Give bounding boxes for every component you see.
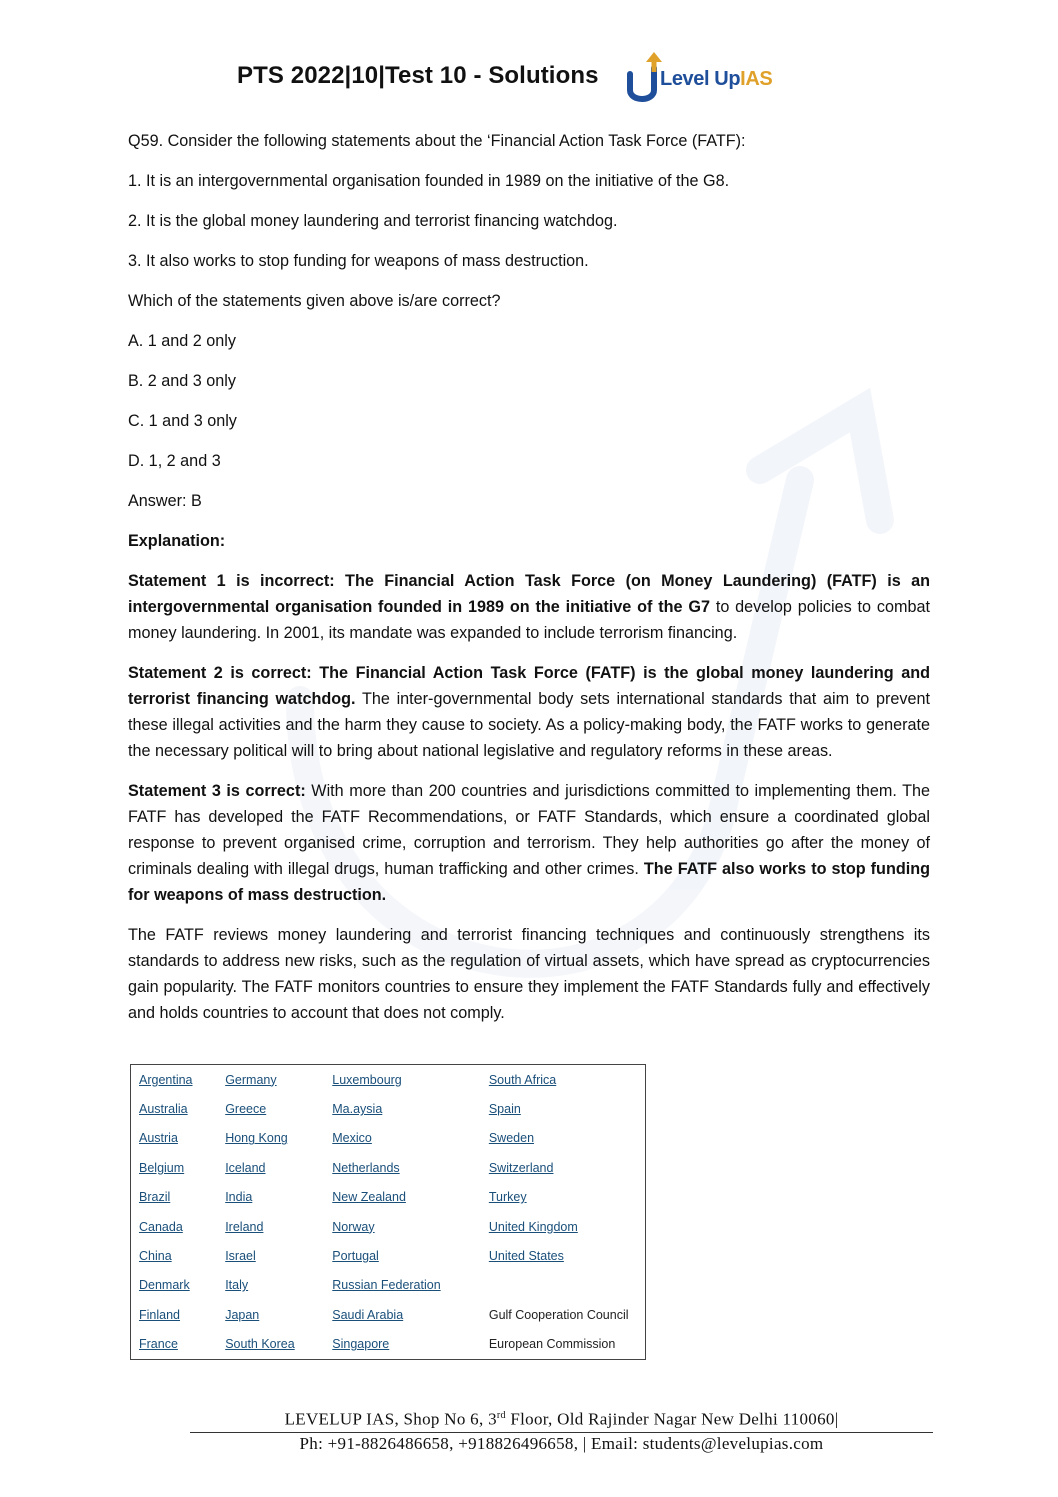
explanation-paragraph-4: The FATF reviews money laundering and terrorist financing techniques and continuously strengthens its standards to address new risks, such as the regulation of virtual assets, which have spread as cryptocurrencies gain popularity. The FATF monitors countries to ensure they implement the FATF Standards fully and effectively and holds countries to account that does not comply. bbox=[128, 926, 930, 1022]
option-b: B. 2 and 3 only bbox=[128, 372, 236, 390]
table-cell bbox=[131, 1212, 218, 1241]
table-cell bbox=[481, 1065, 646, 1095]
table-row bbox=[131, 1241, 646, 1270]
document-body bbox=[128, 128, 930, 1040]
table-cell bbox=[131, 1183, 218, 1212]
logo-text-accent: IAS bbox=[740, 68, 773, 90]
table-cell bbox=[217, 1153, 324, 1182]
table-cell bbox=[217, 1183, 324, 1212]
table-row bbox=[131, 1330, 646, 1360]
explanation-paragraph-2: Statement 2 is correct: The Financial Action Task Force (FATF) is the global money laundering and terrorist financing watchdog. The inter-governmental body sets international standards that aim to prevent these illegal activities and the harm they cause to society. As a policy-making body, the FATF works to generate the necessary political will to bring about national legislative and regulatory reforms in these areas. bbox=[128, 664, 931, 760]
member-link[interactable]: South Korea bbox=[225, 1337, 295, 1352]
member-link[interactable]: Netherlands bbox=[332, 1160, 400, 1175]
table-cell bbox=[481, 1212, 646, 1241]
member-link[interactable]: Argentina bbox=[139, 1072, 193, 1087]
member-link[interactable]: China bbox=[139, 1249, 172, 1264]
member-link[interactable]: Finland bbox=[139, 1307, 180, 1322]
member-link[interactable]: Singapore bbox=[332, 1337, 390, 1352]
table-cell bbox=[481, 1153, 646, 1182]
footer-contact: Ph: +91-8826486658, +918826496658, | Email: students@levelupias.com bbox=[299, 1433, 824, 1453]
table-row bbox=[131, 1300, 646, 1329]
table-cell bbox=[217, 1094, 324, 1123]
table-cell bbox=[324, 1065, 481, 1095]
member-link[interactable]: Norway bbox=[332, 1219, 375, 1234]
table-cell bbox=[481, 1124, 646, 1153]
levelup-ias-logo bbox=[624, 50, 794, 106]
table-cell bbox=[131, 1330, 218, 1360]
table-cell bbox=[131, 1153, 218, 1182]
logo-wordmark bbox=[660, 68, 772, 91]
member-link[interactable]: Australia bbox=[139, 1102, 188, 1117]
option-d: D. 1, 2 and 3 bbox=[128, 452, 221, 470]
fatf-members-table bbox=[130, 1064, 646, 1360]
explanation-paragraph-1: Statement 1 is incorrect: The Financial Action Task Force (on Money Laundering) (FATF) is an intergovernmental organisation founded in 1989 on the initiative of the G7 to develop policies to combat money laundering. In 2001, its mandate was expanded to include terrorism financing. bbox=[128, 572, 930, 642]
question-prompt: Which of the statements given above is/are correct? bbox=[128, 292, 501, 310]
member-link[interactable]: Ma.aysia bbox=[332, 1102, 383, 1117]
table-cell bbox=[131, 1094, 218, 1123]
page-footer bbox=[190, 1405, 933, 1455]
member-link[interactable]: Greece bbox=[225, 1102, 267, 1117]
member-link[interactable]: South Africa bbox=[488, 1072, 557, 1087]
table-cell bbox=[131, 1300, 218, 1329]
option-a: A. 1 and 2 only bbox=[128, 332, 236, 350]
member-link[interactable]: Germany bbox=[225, 1072, 277, 1087]
table-cell bbox=[217, 1241, 324, 1270]
member-name: Gulf Cooperation Council bbox=[488, 1307, 629, 1322]
table-cell bbox=[217, 1212, 324, 1241]
table-row bbox=[131, 1271, 646, 1300]
table-row bbox=[131, 1124, 646, 1153]
table-cell bbox=[324, 1300, 481, 1329]
table-cell bbox=[481, 1300, 646, 1329]
member-link[interactable]: Austria bbox=[139, 1131, 178, 1146]
member-link[interactable]: Israel bbox=[225, 1249, 256, 1264]
document-title: PTS 2022|10|Test 10 - Solutions bbox=[237, 62, 599, 89]
table-cell bbox=[324, 1241, 481, 1270]
member-link[interactable]: Turkey bbox=[488, 1190, 527, 1205]
member-link[interactable]: Russian Federation bbox=[332, 1278, 441, 1293]
table-cell bbox=[481, 1241, 646, 1270]
member-link[interactable]: Canada bbox=[139, 1219, 183, 1234]
table-cell bbox=[481, 1271, 646, 1300]
member-link[interactable]: India bbox=[225, 1190, 253, 1205]
table-cell bbox=[324, 1124, 481, 1153]
table-cell bbox=[131, 1271, 218, 1300]
table-cell bbox=[481, 1094, 646, 1123]
answer: Answer: B bbox=[128, 492, 202, 510]
statement-1: 1. It is an intergovernmental organisation founded in 1989 on the initiative of the G8. bbox=[128, 172, 730, 190]
member-name: European Commission bbox=[488, 1337, 616, 1352]
table-cell bbox=[481, 1330, 646, 1360]
member-link[interactable]: United States bbox=[488, 1249, 564, 1264]
table-cell bbox=[217, 1124, 324, 1153]
table-row bbox=[131, 1183, 646, 1212]
member-link[interactable]: Japan bbox=[225, 1307, 260, 1322]
member-link[interactable]: Portugal bbox=[332, 1249, 379, 1264]
member-link[interactable]: New Zealand bbox=[332, 1190, 406, 1205]
member-link[interactable]: Brazil bbox=[139, 1190, 171, 1205]
table-cell bbox=[324, 1330, 481, 1360]
table-cell bbox=[481, 1183, 646, 1212]
question-stem: Q59. Consider the following statements about the ‘Financial Action Task Force (FATF): bbox=[128, 132, 746, 150]
table-cell bbox=[131, 1241, 218, 1270]
table-row bbox=[131, 1094, 646, 1123]
table-cell bbox=[324, 1271, 481, 1300]
table-cell bbox=[217, 1065, 324, 1095]
member-link[interactable]: Iceland bbox=[225, 1160, 266, 1175]
page-header bbox=[0, 50, 1058, 110]
table-cell bbox=[131, 1124, 218, 1153]
table-cell bbox=[324, 1094, 481, 1123]
explanation-paragraph-3: Statement 3 is correct: With more than 200 countries and jurisdictions committed to implementing them. The FATF has developed the FATF Recommendations, or FATF Standards, which ensure a coordinated global response to prevent organised crime, corruption and terrorism. They help authorities go after the money of criminals dealing with illegal drugs, human trafficking and other crimes. The FATF also works to stop funding for weapons of mass destruction. bbox=[128, 782, 931, 904]
statement-3: 3. It also works to stop funding for weapons of mass destruction. bbox=[128, 252, 589, 270]
statement-2: 2. It is the global money laundering and terrorist financing watchdog. bbox=[128, 212, 618, 230]
table-cell bbox=[217, 1300, 324, 1329]
member-link[interactable]: Ireland bbox=[225, 1219, 264, 1234]
footer-address: LEVELUP IAS, Shop No 6, 3rd Floor, Old Rajinder Nagar New Delhi 110060| bbox=[190, 1405, 933, 1433]
table-row bbox=[131, 1153, 646, 1182]
member-link[interactable]: Luxembourg bbox=[332, 1072, 402, 1087]
table-row bbox=[131, 1065, 646, 1095]
member-link[interactable]: Denmark bbox=[139, 1278, 190, 1293]
explanation-heading: Explanation: bbox=[128, 532, 226, 550]
table-cell bbox=[324, 1183, 481, 1212]
member-link[interactable]: United Kingdom bbox=[488, 1219, 578, 1234]
option-c: C. 1 and 3 only bbox=[128, 412, 237, 430]
table-cell bbox=[217, 1271, 324, 1300]
member-link[interactable]: France bbox=[139, 1337, 178, 1352]
table-cell bbox=[217, 1330, 324, 1360]
member-link[interactable]: Mexico bbox=[332, 1131, 372, 1146]
member-link[interactable]: Sweden bbox=[488, 1131, 535, 1146]
table-row bbox=[131, 1212, 646, 1241]
member-link[interactable]: Saudi Arabia bbox=[332, 1307, 404, 1322]
member-link[interactable]: Switzerland bbox=[488, 1160, 554, 1175]
table-cell bbox=[324, 1153, 481, 1182]
member-link[interactable]: Hong Kong bbox=[225, 1131, 288, 1146]
table-cell bbox=[131, 1065, 218, 1095]
member-link[interactable]: Italy bbox=[225, 1278, 249, 1293]
member-link[interactable]: Belgium bbox=[139, 1160, 185, 1175]
table-cell bbox=[324, 1212, 481, 1241]
logo-text-main: Level Up bbox=[660, 68, 741, 90]
logo-u-arrow-icon bbox=[624, 50, 664, 106]
member-link[interactable]: Spain bbox=[488, 1102, 521, 1117]
